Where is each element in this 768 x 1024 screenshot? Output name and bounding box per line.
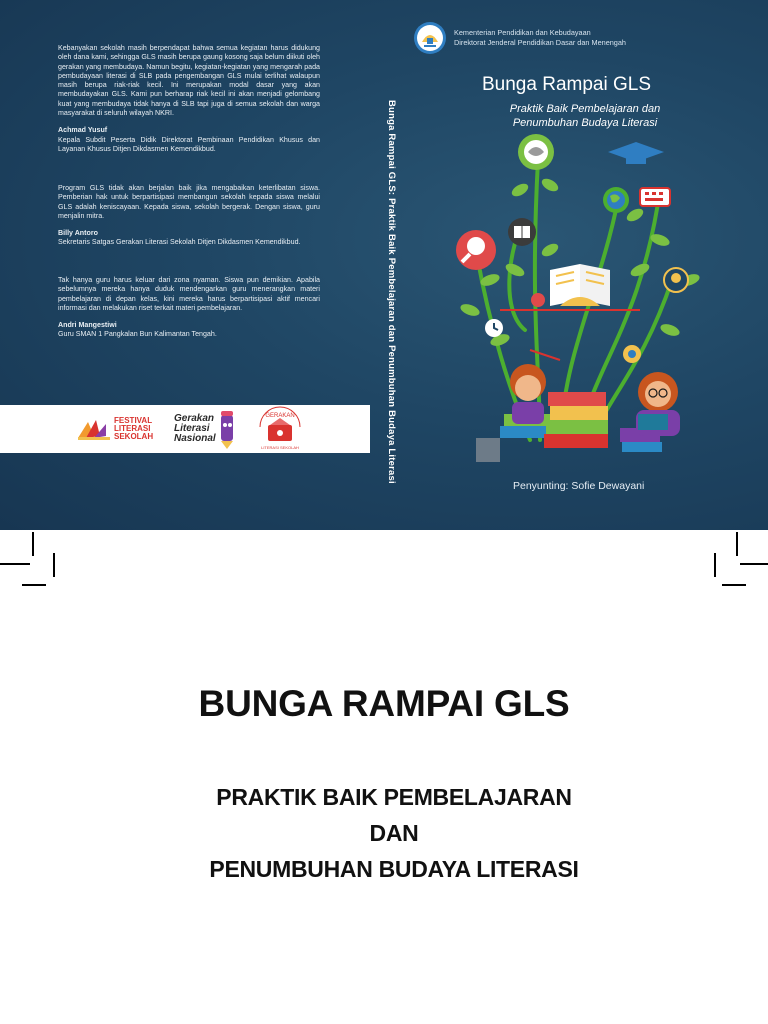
calculator-icon — [640, 188, 670, 206]
girl-reader — [636, 372, 680, 436]
gls-top-text: GERAKAN — [265, 413, 295, 419]
literacy-tree-illustration — [440, 130, 730, 470]
cover-subtitle-line-1: Praktik Baik Pembelajaran dan — [509, 103, 661, 115]
book-fan-icon — [76, 416, 114, 442]
ministry-header — [412, 20, 626, 56]
clock-icon — [485, 319, 503, 337]
quote-author-role: Kepala Subdit Peserta Didik Direktorat Pembinaan Pendidikan Khusus dan Layanan Khusus Ditjen Dikdasmen Kemendikbud. — [58, 135, 320, 153]
pencil-mascot-icon — [216, 409, 238, 449]
quote-author-role: Sekretaris Satgas Gerakan Literasi Sekolah Ditjen Dikdasmen Kemendikbud. — [58, 238, 301, 247]
cover-editor: Penyunting: Sofie Dewayani — [513, 480, 645, 492]
cover-subtitle — [486, 102, 684, 130]
festival-word-1: FESTIVAL — [114, 416, 153, 425]
magnifier-icon — [456, 230, 496, 270]
graduation-cap-icon — [608, 142, 664, 164]
back-quote-1 — [58, 44, 320, 154]
target-icon — [623, 345, 641, 363]
gln-word-1: Gerakan — [174, 413, 215, 424]
quote-text: Program GLS tidak akan berjalan baik jika mengabaikan keterlibatan siswa. Pemberian hak untuk berpartisipasi membangun sekolah kepada siswa melalui GLS adalah keniscayaan. Kepada siswa, sekolah bergerak. Dengan siswa, guru menjalin mitra. — [58, 184, 320, 220]
boy-reader — [510, 364, 546, 424]
festival-word-3: SEKOLAH — [114, 432, 154, 441]
gerakan-literasi-nasional-logo — [174, 405, 238, 453]
quote-author-role: Guru SMAN 1 Pangkalan Bun Kalimantan Tengah. — [58, 330, 217, 339]
back-quote-3 — [58, 276, 320, 340]
crop-mark — [714, 553, 716, 577]
gls-emblem-icon — [252, 405, 308, 453]
quote-text: Tak hanya guru harus keluar dari zona nyaman. Siswa pun demikian. Apabila sebelumnya mereka hanya duduk mendengarkan guru menerangkan materi pembelajaran di depan kelas, kini mereka harus berpartisipasi aktif mencari informasi dan melakukan riset terkait materi pembelajaran. — [58, 276, 320, 312]
globe-icon — [603, 187, 629, 213]
title-page-line-2: DAN — [369, 820, 419, 846]
crop-mark — [22, 584, 46, 586]
festival-literasi-sekolah-logo — [76, 405, 153, 453]
crop-mark — [32, 532, 34, 556]
crop-mark — [740, 563, 768, 565]
title-page-heading: BUNGA RAMPAI GLS — [198, 683, 570, 724]
brain-icon — [518, 134, 554, 170]
quote-author: Andri Mangestiwi — [58, 321, 117, 330]
logo-strip — [0, 405, 370, 453]
festival-word-2: LITERASI — [114, 424, 151, 433]
cover-title: Bunga Rampai GLS — [482, 74, 651, 95]
cover-subtitle-line-2: Penumbuhan Budaya Literasi — [512, 117, 658, 129]
light-bulb-icon — [664, 268, 688, 292]
crop-mark — [53, 553, 55, 577]
tut-wuri-handayani-logo-icon — [412, 20, 448, 56]
notebook-icon — [508, 218, 536, 246]
quote-text: Kebanyakan sekolah masih berpendapat bahwa semua kegiatan harus didukung oleh dana kami, sehingga GLS masih berupa gaung kosong saja belum diikuti oleh gerakan yang membudaya. Namun begitu, kegiatan-kegiatan yang mengarah pada pembudayaan literasi di SLB pada pengembangan GLS mulai terlihat walaupun masih berupa riak-riak kecil. Ini merupakan modal dasar yang akan membudayakan GLS. Kami pun berharap riak kecil ini akan menjadi gelombang kuat yang membudaya tidak hanya di SLB tapi juga di semua sekolah dan warga masyarakat di seluruh wilayah NKRI. — [58, 44, 320, 118]
quote-author: Achmad Yusuf — [58, 126, 108, 135]
crop-mark — [0, 563, 30, 565]
quote-author: Billy Antoro — [58, 229, 98, 238]
directorate-name: Direktorat Jenderal Pendidikan Dasar dan Menengah — [454, 38, 626, 47]
gln-word-3: Nasional — [174, 433, 216, 444]
apple-icon — [531, 293, 545, 307]
ministry-name: Kementerian Pendidikan dan Kebudayaan — [454, 28, 591, 37]
crop-mark — [736, 532, 738, 556]
gerakan-literasi-sekolah-logo — [252, 405, 308, 453]
crop-mark — [722, 584, 746, 586]
spine-title: Bunga Rampai GLS: Praktik Baik Pembelajaran dan Penumbuhan Budaya Literasi — [386, 100, 397, 484]
gls-bottom-text: LITERASI SEKOLAH — [261, 445, 299, 450]
title-page-line-3: PENUMBUHAN BUDAYA LITERASI — [209, 856, 579, 882]
gln-word-2: Literasi — [174, 423, 210, 434]
back-quote-2 — [58, 184, 320, 248]
open-book-icon — [550, 264, 610, 306]
title-page-line-1: PRAKTIK BAIK PEMBELAJARAN — [216, 784, 572, 810]
book-stack — [476, 392, 662, 462]
